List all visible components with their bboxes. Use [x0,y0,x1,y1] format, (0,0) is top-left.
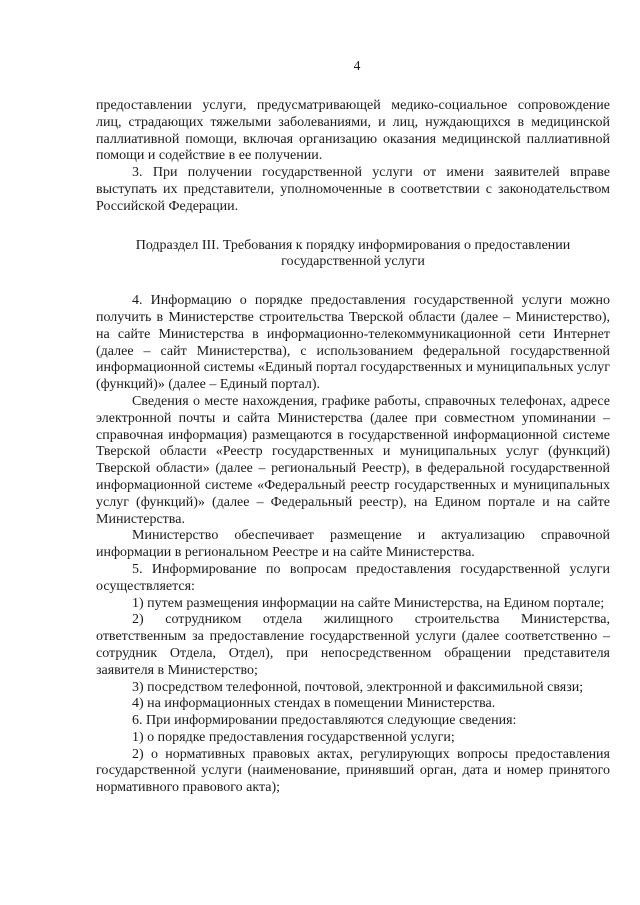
paragraph-item-3: 3. При получении государственной услуги от имени заявителей вправе выступать их представители, уполномоченные в соответствии с законодательством Российской Федерации. [96,165,610,214]
list-item-5-1: 1) путем размещения информации на сайте Министерства, на Едином портале; [132,595,605,611]
paragraph-continuation: предоставлении услуги, предусматривающей медико-социальное сопровождение лиц, страдающих тяжелыми заболеваниями, и лиц, нуждающихся в медицинской паллиативной помощи, включая организацию оказания медицинской паллиативной помощи и содействие в ее получении. [96,98,610,164]
subsection-title: Подраздел III. Требования к порядку информирования о предоставлении государственной услуги [135,237,571,270]
list-item-5-2: 2) сотрудником отдела жилищного строительства Министерства, ответственным за предоставление государственной услуги (далее соответственно – сотрудник Отдела, Отдел), при непосредственном обращении представителя заявителя в Министерство; [96,612,610,678]
paragraph-item-5: 5. Информирование по вопросам предоставления государственной услуги осуществляется: [96,561,610,594]
paragraph-item-6: 6. При информировании предоставляются следующие сведения: [132,713,517,729]
paragraph-ministry-duty: Министерство обеспечивает размещение и актуализацию справочной информации в региональном Реестре и на сайте Министерства. [96,528,610,561]
list-item-5-4: 4) на информационных стендах в помещении Министерства. [132,696,496,712]
page-number: 4 [353,58,361,73]
paragraph-item-4: 4. Информацию о порядке предоставления государственной услуги можно получить в Министерстве строительства Тверской области (далее – Министерство), на сайте Министерства в информационно-телекоммуникационной сети Интернет (далее – сайт Министерства), с использованием федеральной государственной информационной системы «Единый портал государственных и муниципальных услуг (функций)» (далее – Единый портал). [96,293,610,393]
list-item-6-2: 2) о нормативных правовых актах, регулирующих вопросы предоставления государственной услуги (наименование, принявший орган, дата и номер принятого нормативного правового акта); [96,746,610,796]
list-item-6-1: 1) о порядке предоставления государственной услуги; [132,729,455,745]
list-item-5-3: 3) посредством телефонной, почтовой, электронной и факсимильной связи; [132,679,584,695]
paragraph-reference-info: Сведения о месте нахождения, графике работы, справочных телефонах, адресе электронной почты и сайта Министерства (далее при совместном упоминании – справочная информация) размещаются в государственной информационной системе Тверской области «Реестр государственных и муниципальных услуг (функций) Тверской области» (далее – региональный Реестр), в федеральной государственной информационной системе «Федеральный реестр государственных и муниципальных услуг (функций)» (далее – Федеральный реестр), на Едином портале и на сайте Министерства. [96,393,610,527]
